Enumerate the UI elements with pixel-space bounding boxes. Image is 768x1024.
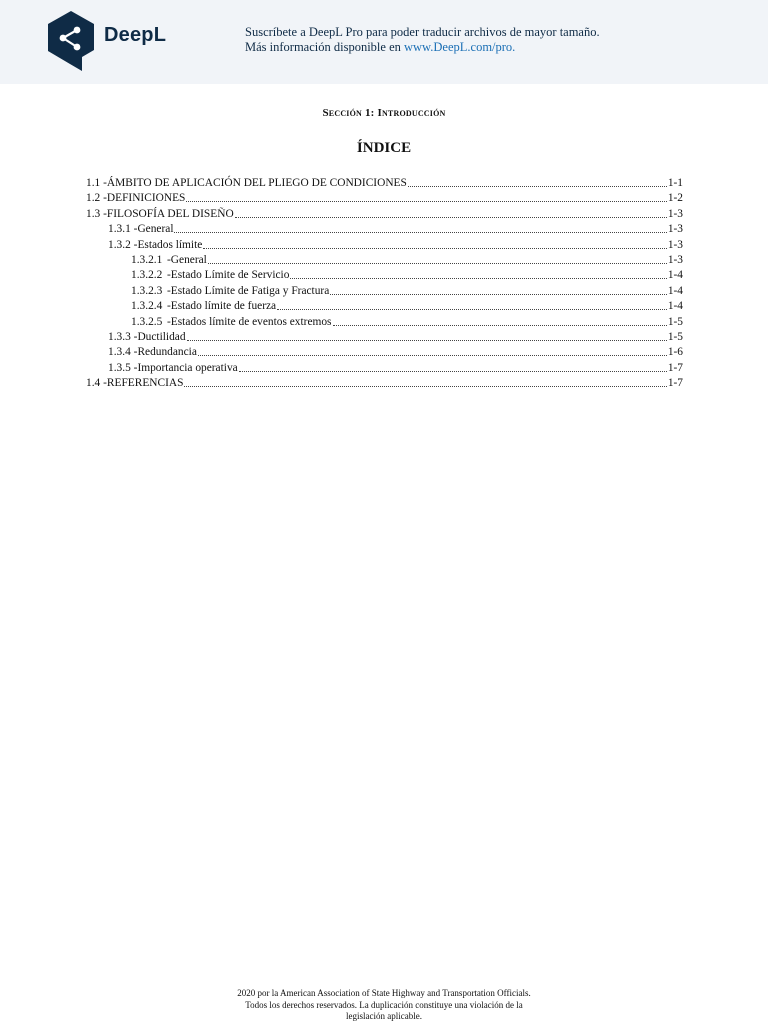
toc-leader-dots [239,361,667,372]
toc-entry[interactable] [86,207,683,222]
toc-entry-number: 1.3.2.5 [131,315,163,328]
toc-entry-title: REFERENCIAS [106,377,184,390]
toc-entry-title: -Estado Límite de Servicio [167,269,290,282]
toc-entry-title: DEFINICIONES [106,192,186,205]
toc-entry[interactable] [86,376,683,391]
toc-entry-page: 1-3 [667,207,683,220]
copyright-footer [0,988,768,1023]
toc-leader-dots [186,191,666,202]
toc-entry-title: -Estado Límite de Fatiga y Fractura [167,284,330,297]
toc-entry-title: -Estados límite de eventos extremos [167,315,332,328]
deepl-logo-icon [46,10,96,72]
toc-entry[interactable] [86,191,683,206]
toc-entry-page: 1-2 [667,192,683,205]
footer-line-2: Todos los derechos reservados. La duplicación constituye una violación de la [245,999,523,1010]
toc-leader-dots [330,284,667,295]
toc-entry[interactable] [86,361,683,376]
toc-entry-page: 1-4 [667,284,683,297]
deepl-pro-link[interactable]: www.DeepL.com/pro. [404,40,516,54]
toc-entry-number: 1.4 - [86,377,107,390]
toc-entry-number: 1.3.5 - [108,361,138,374]
toc-entry-title: -General [167,253,207,266]
toc-leader-dots [277,299,667,310]
toc-entry-page: 1-4 [667,269,683,282]
toc-leader-dots [408,176,667,187]
toc-entry-title: -Estado límite de fuerza [167,300,277,313]
toc-entry[interactable] [86,330,683,345]
deepl-banner [0,0,768,84]
toc-entry-title: Redundancia [137,346,197,359]
toc-leader-dots [203,238,667,249]
toc-entry[interactable] [86,222,683,237]
toc-leader-dots [184,376,666,387]
toc-entry[interactable] [86,238,683,253]
toc-entry-title: FILOSOFÍA DEL DISEÑO [106,207,234,220]
promo-line-2 [245,40,600,55]
index-title: ÍNDICE [356,140,412,156]
toc-entry-number: 1.3.2.4 [131,300,163,313]
toc-entry[interactable] [86,176,683,191]
toc-entry-number: 1.3 - [86,207,107,220]
section-title: Sección 1: Introducción [322,107,446,119]
toc-entry-page: 1-3 [667,238,683,251]
toc-entry-number: 1.3.2.1 [131,253,163,266]
toc-entry-title: ÁMBITO DE APLICACIÓN DEL PLIEGO DE CONDICIONES [106,177,407,189]
promo-line-1: Suscríbete a DeepL Pro para poder traducir archivos de mayor tamaño. [245,25,600,39]
toc-entry-number: 1.3.3 - [108,330,138,343]
toc-leader-dots [290,268,666,279]
toc-entry[interactable] [86,315,683,330]
promo-text [245,25,600,55]
toc-entry[interactable] [86,299,683,314]
toc-entry[interactable] [86,284,683,299]
table-of-contents [86,176,683,391]
toc-entry-page: 1-1 [667,177,683,189]
toc-leader-dots [198,345,667,356]
toc-entry[interactable] [86,268,683,283]
toc-entry-page: 1-3 [667,253,683,266]
toc-leader-dots [333,315,667,326]
toc-entry[interactable] [86,345,683,360]
toc-entry-number: 1.3.4 - [108,346,138,359]
toc-entry-page: 1-4 [667,300,683,313]
toc-leader-dots [174,222,666,233]
toc-entry-title: Importancia operativa [137,361,238,374]
toc-leader-dots [187,330,667,341]
deepl-wordmark: DeepL [104,24,167,46]
footer-line-1: 2020 por la American Association of State Highway and Transportation Officials. [237,988,531,998]
toc-entry-page: 1-5 [667,315,683,328]
toc-entry-number: 1.3.2.2 [131,269,163,282]
toc-entry-page: 1-7 [667,377,683,390]
toc-entry-number: 1.3.2 - [108,238,138,251]
toc-leader-dots [235,207,667,218]
promo-line-2-prefix: Más información disponible en [245,40,404,54]
toc-entry-page: 1-7 [667,361,683,374]
toc-entry-page: 1-3 [667,223,683,236]
toc-entry-title: Ductilidad [137,330,186,343]
toc-entry-number: 1.2 - [86,192,107,205]
toc-entry-title: General [137,223,174,236]
toc-entry-page: 1-6 [667,346,683,359]
toc-entry-number: 1.1 - [86,177,107,189]
toc-entry-title: Estados límite [137,238,203,251]
footer-line-3: legislación aplicable. [346,1011,422,1021]
toc-entry-number: 1.3.2.3 [131,284,163,297]
toc-entry-number: 1.3.1 - [108,223,138,236]
toc-entry[interactable] [86,253,683,268]
toc-entry-page: 1-5 [667,330,683,343]
toc-leader-dots [208,253,667,264]
